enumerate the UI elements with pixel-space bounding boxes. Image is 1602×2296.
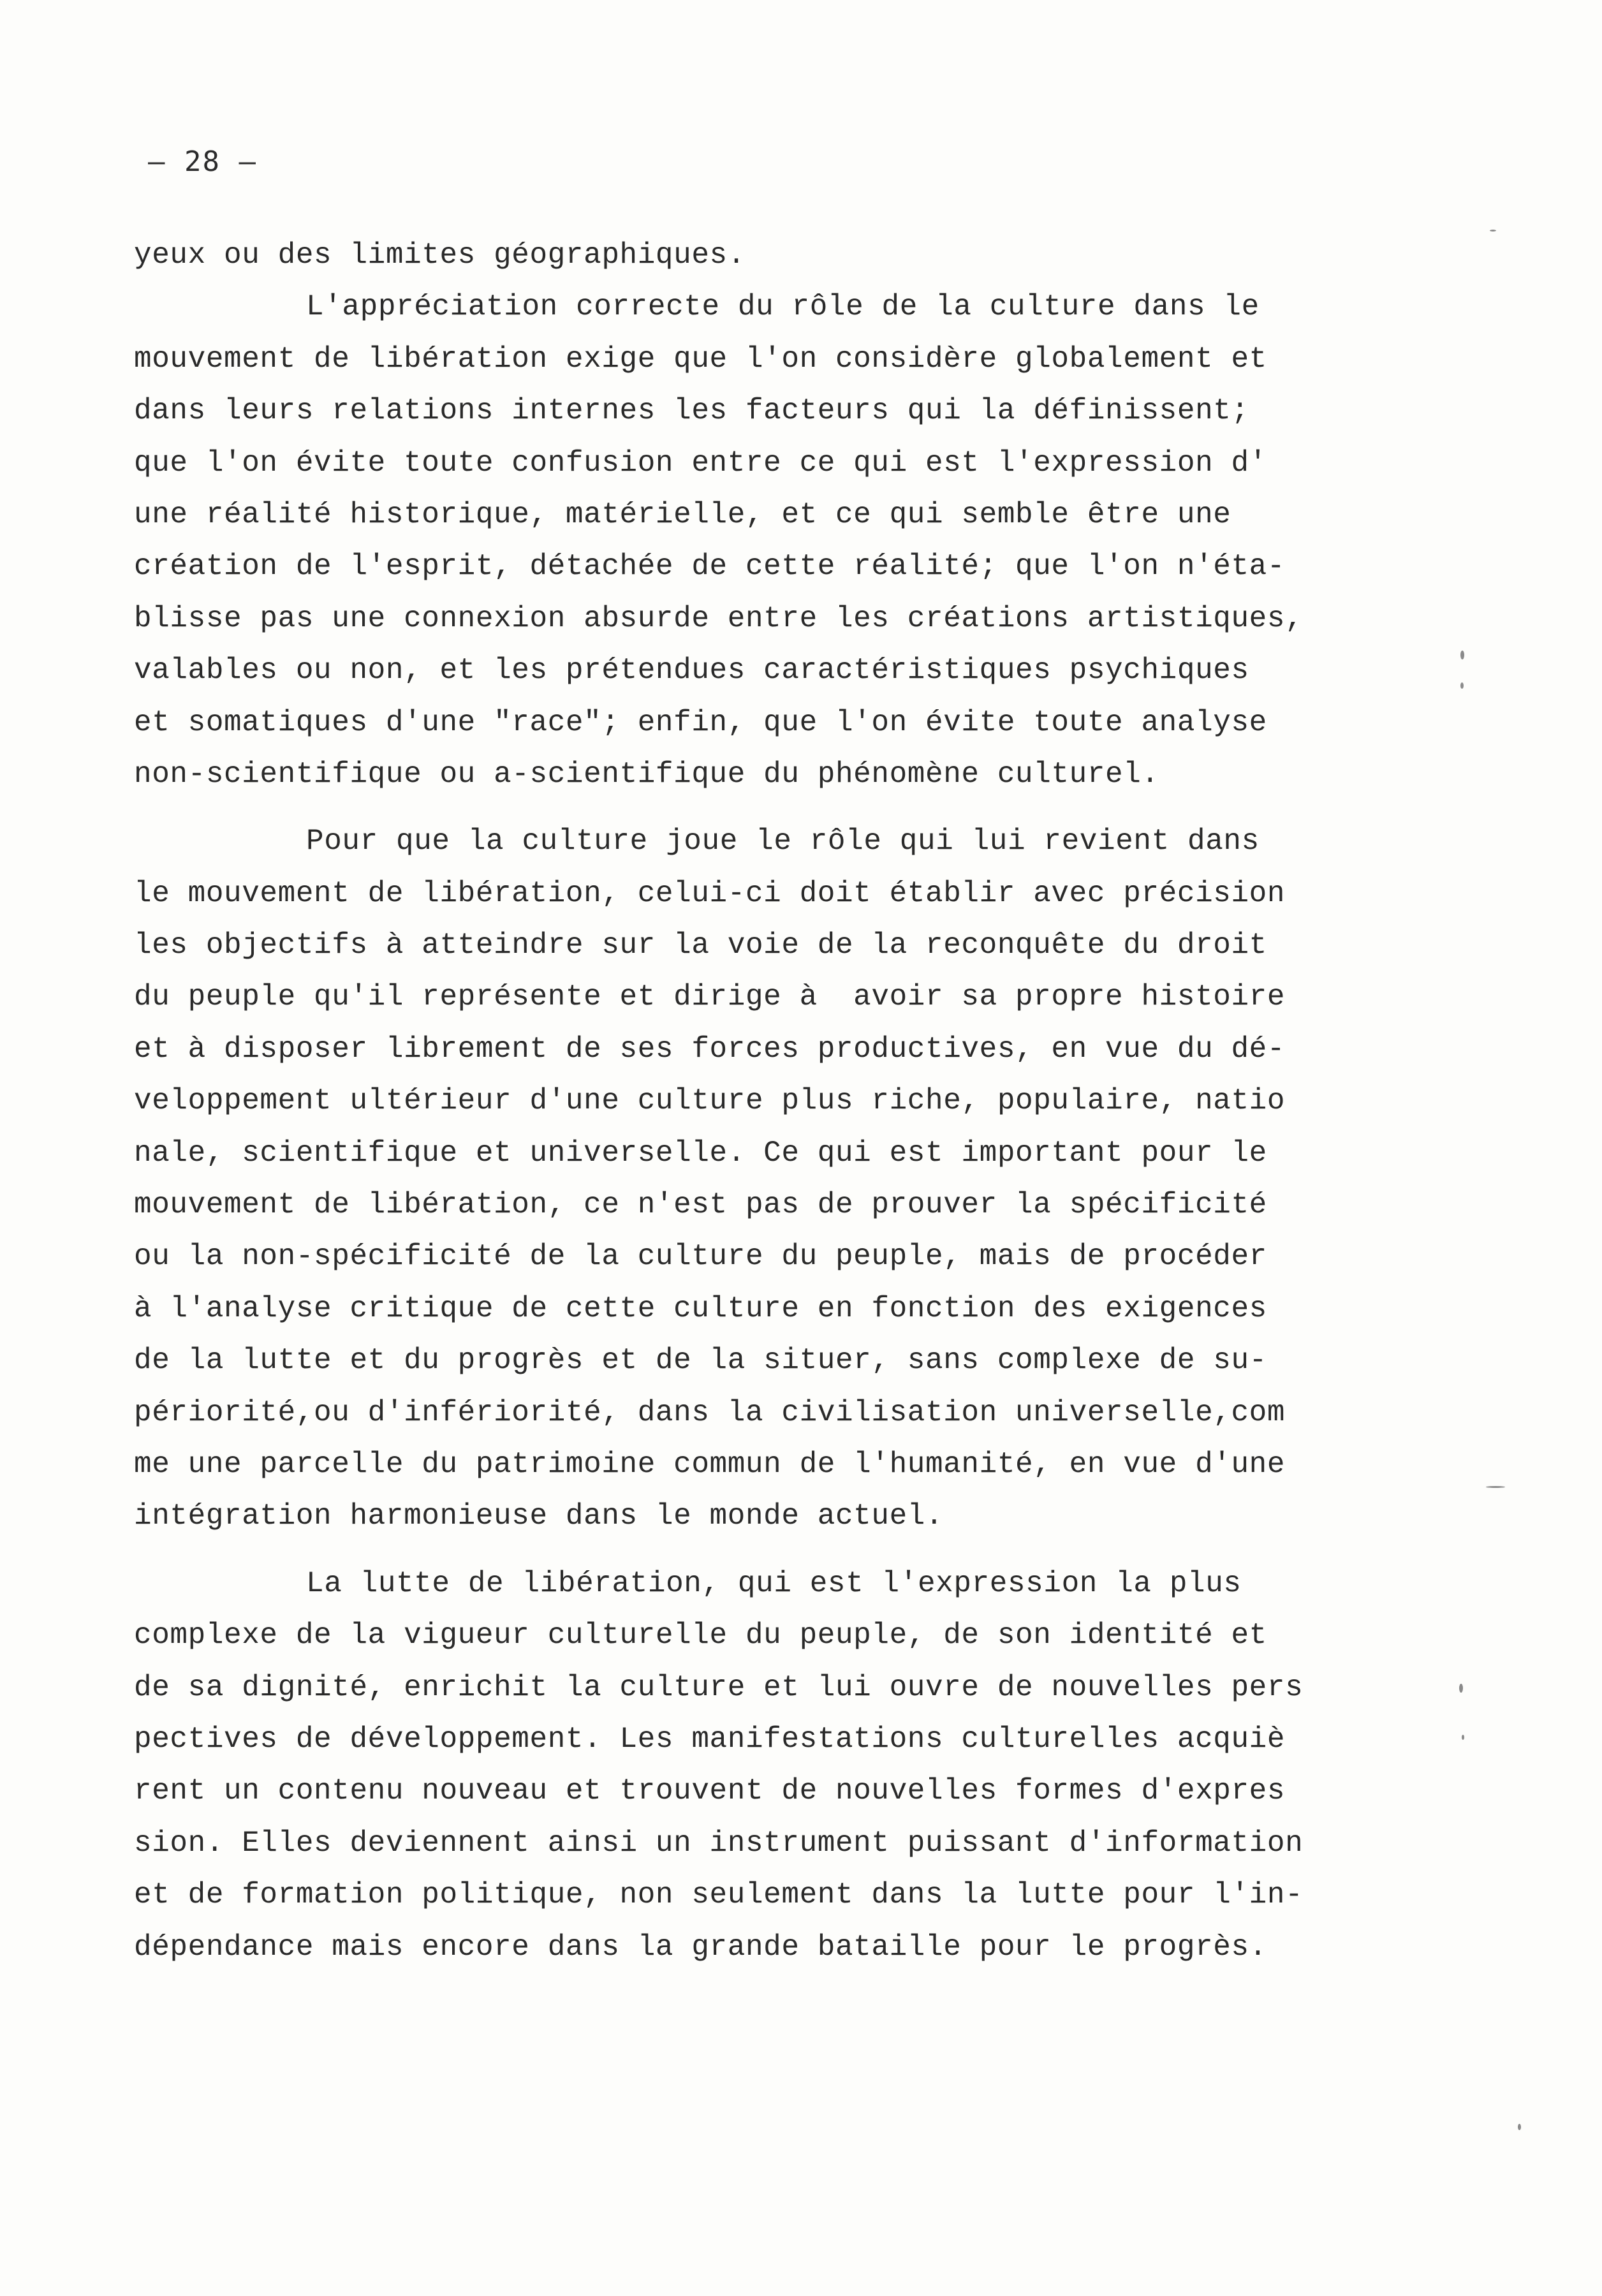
- text-line: complexe de la vigueur culturelle du peuple, de son identité et: [134, 1619, 1267, 1652]
- body-text: [134, 230, 1435, 1973]
- text-line: création de l'esprit, détachée de cette réalité; que l'on n'éta-: [134, 550, 1286, 584]
- text-line: dépendance mais encore dans la grande bataille pour le progrès.: [134, 1930, 1267, 1964]
- text-line: blisse pas une connexion absurde entre les créations artistiques,: [134, 601, 1304, 635]
- paper-speck: [1462, 1735, 1464, 1740]
- text-line: et somatiques d'une "race"; enfin, que l'on évite toute analyse: [134, 705, 1267, 739]
- text-line: sion. Elles deviennent ainsi un instrument puissant d'information: [134, 1826, 1304, 1860]
- text-line: me une parcelle du patrimoine commun de l'humanité, en vue d'une: [134, 1447, 1286, 1481]
- paper-speck: [1459, 1684, 1463, 1693]
- text-line: et de formation politique, non seulement dans la lutte pour l'in-: [134, 1878, 1304, 1912]
- text-line: périorité,ou d'infériorité, dans la civilisation universelle,com: [134, 1395, 1286, 1429]
- text-line: mouvement de libération exige que l'on considère globalement et: [134, 342, 1267, 376]
- text-line: mouvement de libération, ce n'est pas de prouver la spécificité: [134, 1188, 1267, 1222]
- paper-speck: [1460, 682, 1464, 689]
- paper-speck: [1460, 651, 1464, 659]
- text-line: intégration harmonieuse dans le monde actuel.: [134, 1499, 944, 1533]
- text-line: de sa dignité, enrichit la culture et lui ouvre de nouvelles pers: [134, 1670, 1304, 1704]
- text-line: que l'on évite toute confusion entre ce qui est l'expression d': [134, 446, 1267, 480]
- text-line: ou la non-spécificité de la culture du peuple, mais de procéder: [134, 1240, 1267, 1274]
- text-line: et à disposer librement de ses forces productives, en vue du dé-: [134, 1032, 1286, 1066]
- text-line: veloppement ultérieur d'une culture plus riche, populaire, natio: [134, 1084, 1286, 1118]
- text-line: non-scientifique ou a-scientifique du phénomène culturel.: [134, 757, 1159, 791]
- page-number: – 28 –: [148, 145, 257, 178]
- text-line: à l'analyse critique de cette culture en fonction des exigences: [134, 1292, 1267, 1325]
- text-line: nale, scientifique et universelle. Ce qui est important pour le: [134, 1136, 1267, 1170]
- text-line: les objectifs à atteindre sur la voie de la reconquête du droit: [134, 929, 1267, 962]
- text-line: de la lutte et du progrès et de la situer, sans complexe de su-: [134, 1344, 1267, 1378]
- text-line: yeux ou des limites géographiques.: [134, 239, 746, 272]
- text-line: pectives de développement. Les manifestations culturelles acquiè: [134, 1722, 1286, 1756]
- text-line: rent un contenu nouveau et trouvent de nouvelles formes d'expres: [134, 1774, 1286, 1808]
- text-line: L'appréciation correcte du rôle de la culture dans le: [306, 290, 1260, 324]
- text-line: dans leurs relations internes les facteurs qui la définissent;: [134, 394, 1249, 428]
- text-line: La lutte de libération, qui est l'expression la plus: [306, 1566, 1242, 1600]
- paper-speck: [1518, 2124, 1521, 2130]
- text-line: une réalité historique, matérielle, et ce qui semble être une: [134, 497, 1231, 531]
- paper-speck: [1490, 230, 1496, 232]
- text-line: le mouvement de libération, celui-ci doit établir avec précision: [134, 876, 1286, 910]
- text-line: Pour que la culture joue le rôle qui lui revient dans: [306, 825, 1260, 858]
- paper-speck: [1486, 1486, 1505, 1488]
- text-line: du peuple qu'il représente et dirige à avoir sa propre histoire: [134, 980, 1286, 1014]
- text-line: valables ou non, et les prétendues caractéristiques psychiques: [134, 654, 1249, 688]
